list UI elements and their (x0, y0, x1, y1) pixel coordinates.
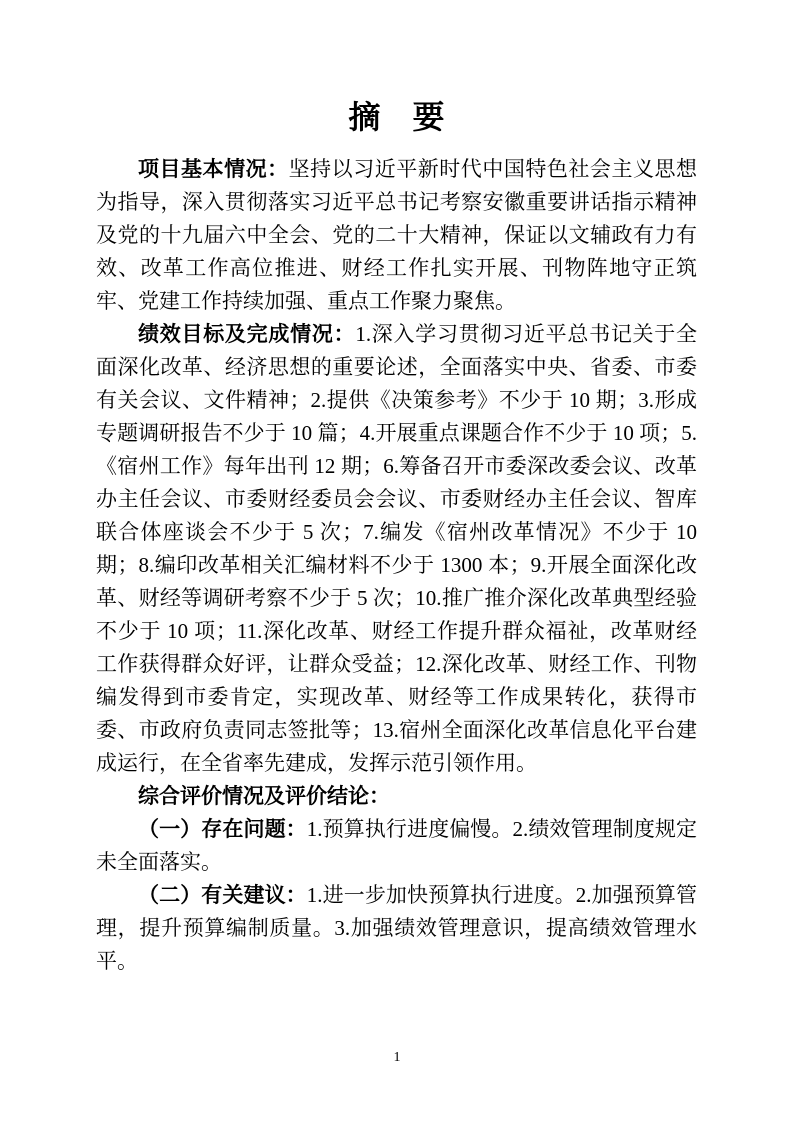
page-number: 1 (393, 1050, 401, 1065)
paragraph-suggestions (96, 879, 697, 978)
paragraph-lead: （二）有关建议： (138, 884, 307, 907)
paragraph-evaluation-conclusion-heading (96, 780, 697, 813)
paragraph-text: 坚持以习近平新时代中国特色社会主义思想为指导，深入贯彻落实习近平总书记考察安徽重要讲话指示精神及党的十九届六中全会、党的二十大精神，保证以文辅政有力有效、改革工作高位推进、财经工作扎实开展、刊物阵地守正筑牢、党建工作持续加强、重点工作聚力聚焦。 (96, 157, 697, 313)
paragraph-text: 1.进一步加快预算执行进度。2.加强预算管理，提升预算编制质量。3.加强绩效管理意识，提高绩效管理水平。 (96, 883, 698, 973)
paragraph-lead: 项目基本情况： (138, 158, 289, 181)
paragraph-project-basics (96, 153, 697, 318)
paragraph-text: 1.深入学习贯彻习近平总书记关于全面深化改革、经济思想的重要论述，全面落实中央、省委、市委有关会议、文件精神；2.提供《决策参考》不少于 10 期；3.形成专题调研报告不少于 10 篇；4.开展重点课题合作不少于 10 项；5.《宿州工作》每年出刊 12 期；6.筹备召开市委深改委会议、改革办主任会议、市委财经委员会会议、市委财经办主任会议、智库联合体座谈会不少于 5 次；7.编发《宿州改革情况》不少于 10 期；8.编印改革相关汇编材料不少于 1300 本；9.开展全面深化改革、财经等调研考察不少于 5 次；10.推广推介深化改革典型经验不少于 10 项；11.深化改革、财经工作提升群众福祉，改革财经工作获得群众好评，让群众受益；12.深化改革、财经工作、刊物编发得到市委肯定，实现改革、财经等工作成果转化，获得市委、市政府负责同志签批等；13.宿州全面深化改革信息化平台建成运行，在全省率先建成，发挥示范引领作用。 (96, 322, 698, 775)
paragraph-text: 1.预算执行进度偏慢。2.绩效管理制度规定未全面落实。 (96, 817, 698, 874)
paragraph-lead: 绩效目标及完成情况： (138, 323, 356, 346)
paragraph-lead: 综合评价情况及评价结论： (138, 785, 390, 808)
paragraph-existing-problems (96, 813, 697, 879)
document-title: 摘 要 (348, 99, 445, 135)
paragraph-performance-goals (96, 318, 697, 780)
paragraph-lead: （一）存在问题： (138, 818, 307, 841)
